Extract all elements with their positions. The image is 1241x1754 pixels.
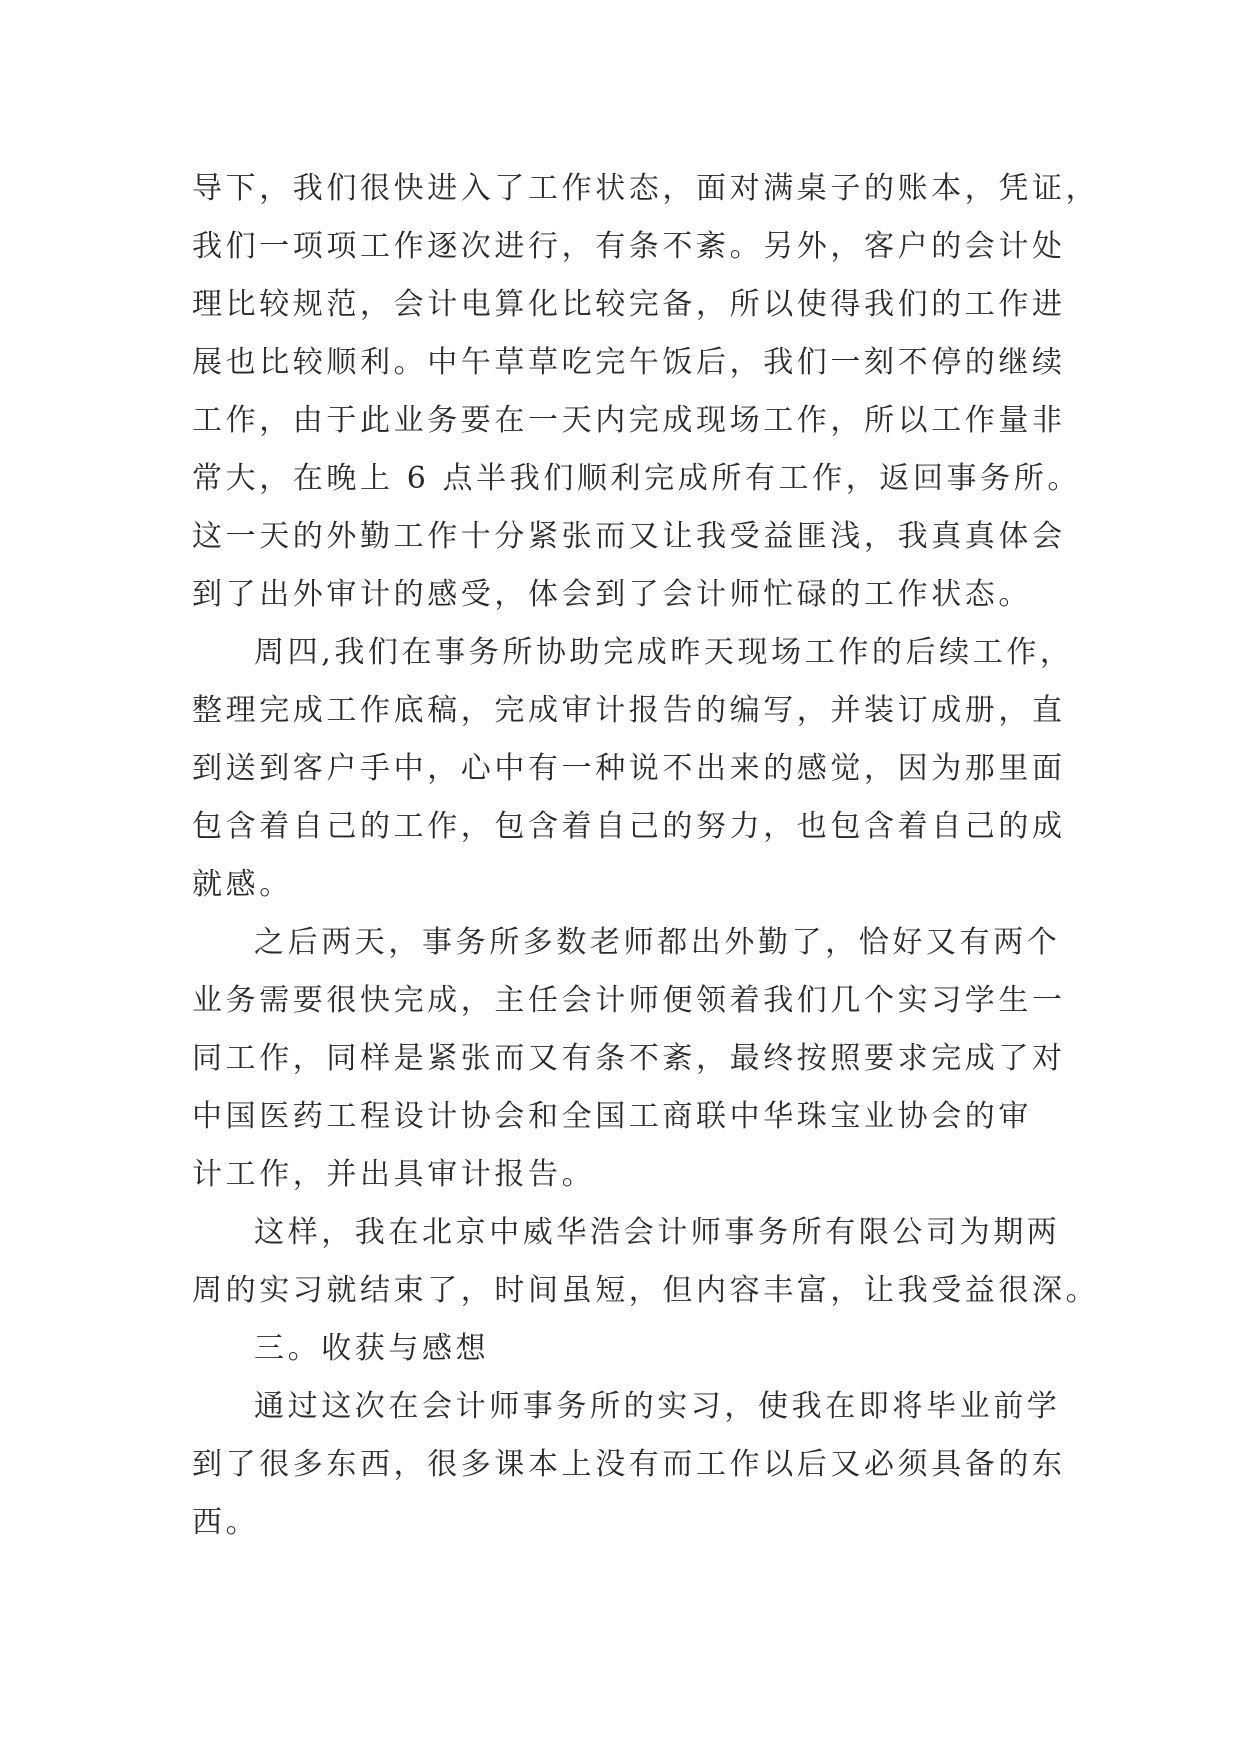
text-line: 理比较规范，会计电算化比较完备，所以使得我们的工作进 — [192, 287, 1066, 322]
text-line: 工作，由于此业务要在一天内完成现场工作，所以工作量非 — [192, 403, 1066, 438]
text-line: 西。 — [192, 1505, 260, 1540]
text-line: 整理完成工作底稿，完成审计报告的编写，并装订成册，直 — [192, 693, 1066, 728]
paragraph-first-line: 这样，我在北京中威华浩会计师事务所有限公司为期两 — [254, 1215, 1061, 1250]
text-line: 到了很多东西，很多课本上没有而工作以后又必须具备的东 — [192, 1447, 1066, 1482]
text-line: 到了出外审计的感受，体会到了会计师忙碌的工作状态。 — [192, 577, 1032, 612]
text-line: 中国医药工程设计协会和全国工商联中华珠宝业协会的审 — [192, 1099, 1032, 1134]
text-line: 到送到客户手中，心中有一种说不出来的感觉，因为那里面 — [192, 751, 1066, 786]
text-line: 这一天的外勤工作十分紧张而又让我受益匪浅，我真真体会 — [192, 519, 1066, 554]
text-line: 常大，在晚上 6 点半我们顺利完成所有工作，返回事务所。 — [192, 461, 1081, 496]
text-line: 同工作，同样是紧张而又有条不紊，最终按照要求完成了对 — [192, 1041, 1066, 1076]
text-line: 导下，我们很快进入了工作状态，面对满桌子的账本，凭证， — [192, 171, 1100, 206]
paragraph-first-line: 通过这次在会计师事务所的实习，使我在即将毕业前学 — [254, 1389, 1061, 1424]
paragraph-first-line: 之后两天，事务所多数老师都出外勤了，恰好又有两个 — [254, 925, 1061, 960]
document-body — [192, 160, 1100, 1552]
text-line: 业务需要很快完成，主任会计师便领着我们几个实习学生一 — [192, 983, 1066, 1018]
section-heading: 三。收获与感想 — [254, 1331, 490, 1366]
text-line: 就感。 — [192, 867, 293, 902]
text-line: 展也比较顺利。中午草草吃完午饭后，我们一刻不停的继续 — [192, 345, 1066, 380]
text-line: 我们一项项工作逐次进行，有条不紊。另外，客户的会计处 — [192, 229, 1066, 264]
text-line: 包含着自己的工作，包含着自己的努力，也包含着自己的成 — [192, 809, 1066, 844]
text-line: 周的实习就结束了，时间虽短，但内容丰富，让我受益很深。 — [192, 1273, 1100, 1308]
paragraph-first-line: 周四,我们在事务所协助完成昨天现场工作的后续工作， — [254, 635, 1074, 670]
text-line: 计工作，并出具审计报告。 — [192, 1157, 596, 1192]
